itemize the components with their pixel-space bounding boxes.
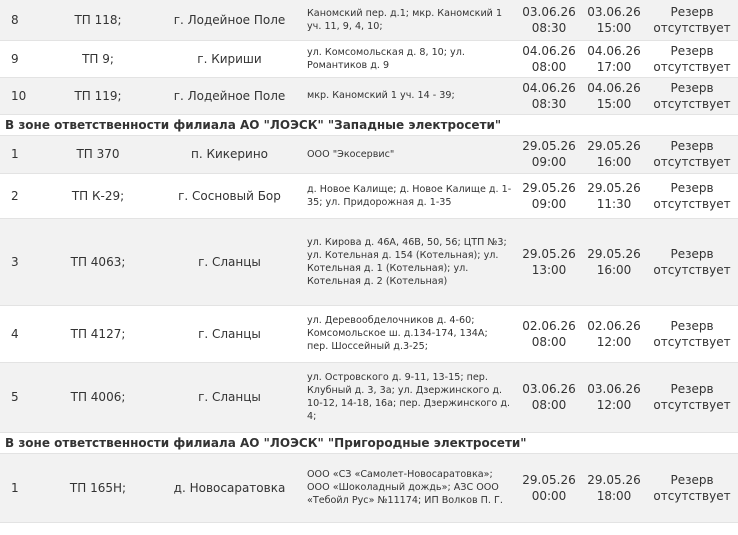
end-time: 18:00 <box>596 488 632 503</box>
row-number: 4 <box>0 305 39 362</box>
reserve-status <box>646 362 738 432</box>
start-time: 08:30 <box>531 20 567 35</box>
substation-id: ТП 4063; <box>39 218 157 305</box>
reserve-value: отсутствует <box>653 488 731 503</box>
row-number: 1 <box>0 135 39 173</box>
substation-id: ТП 4006; <box>39 362 157 432</box>
reserve-value: отсутствует <box>653 398 731 412</box>
end-date: 29.05.26 <box>587 180 641 195</box>
end-date: 29.05.26 <box>587 246 641 261</box>
locality: г. Сланцы <box>157 362 302 432</box>
start-date: 04.06.26 <box>522 80 576 95</box>
section-header <box>0 432 738 453</box>
start-datetime <box>516 0 582 40</box>
end-datetime <box>582 305 646 362</box>
start-datetime <box>516 218 582 305</box>
row-number: 2 <box>0 173 39 218</box>
addresses: ООО "Экосервис" <box>302 135 516 173</box>
reserve-value: отсутствует <box>653 196 731 211</box>
start-date: 29.05.26 <box>522 246 576 261</box>
reserve-value: отсутствует <box>653 334 731 349</box>
reserve-label: Резерв <box>670 139 714 153</box>
reserve-label: Резерв <box>670 43 714 58</box>
start-time: 08:00 <box>531 59 567 74</box>
end-date: 04.06.26 <box>587 80 641 95</box>
start-date: 29.05.26 <box>522 139 576 153</box>
start-date: 29.05.26 <box>522 180 576 195</box>
reserve-status <box>646 218 738 305</box>
reserve-status <box>646 173 738 218</box>
end-time: 15:00 <box>596 96 632 111</box>
start-datetime <box>516 77 582 114</box>
addresses: Каномский пер. д.1; мкр. Каномский 1 уч. 11, 9, 4, 10; <box>302 0 516 40</box>
locality: г. Кириши <box>157 40 302 77</box>
table-row <box>0 173 738 218</box>
start-datetime <box>516 453 582 522</box>
start-datetime <box>516 305 582 362</box>
substation-id: ТП 4127; <box>39 305 157 362</box>
row-number: 8 <box>0 0 39 40</box>
start-date: 03.06.26 <box>522 382 576 396</box>
addresses: мкр. Каномский 1 уч. 14 - 39; <box>302 77 516 114</box>
table-row <box>0 218 738 305</box>
table-row <box>0 77 738 114</box>
reserve-label: Резерв <box>670 4 714 19</box>
end-datetime <box>582 362 646 432</box>
end-time: 16:00 <box>596 155 632 169</box>
table-row <box>0 453 738 522</box>
end-datetime <box>582 218 646 305</box>
locality: г. Лодейное Поле <box>157 0 302 40</box>
start-time: 08:00 <box>531 398 567 412</box>
reserve-label: Резерв <box>670 472 714 487</box>
reserve-status <box>646 135 738 173</box>
reserve-label: Резерв <box>670 382 714 396</box>
substation-id: ТП 119; <box>39 77 157 114</box>
reserve-value: отсутствует <box>653 155 731 169</box>
table-row <box>0 40 738 77</box>
addresses: ул. Островского д. 9-11, 13-15; пер. Клубный д. 3, 3а; ул. Дзержинского д. 10-12, 14-18, 16а; пер. Дзержинского д. 4; <box>302 362 516 432</box>
table-row <box>0 135 738 173</box>
locality: п. Кикерино <box>157 135 302 173</box>
row-number: 9 <box>0 40 39 77</box>
reserve-value: отсутствует <box>653 59 731 74</box>
reserve-status <box>646 77 738 114</box>
start-date: 29.05.26 <box>522 472 576 487</box>
start-time: 09:00 <box>531 196 567 211</box>
start-datetime <box>516 135 582 173</box>
reserve-status <box>646 0 738 40</box>
end-datetime <box>582 0 646 40</box>
start-time: 13:00 <box>531 262 567 277</box>
start-datetime <box>516 40 582 77</box>
addresses: д. Новое Калище; д. Новое Калище д. 1-35; ул. Придорожная д. 1-35 <box>302 173 516 218</box>
section-header <box>0 114 738 135</box>
locality: г. Сланцы <box>157 218 302 305</box>
end-date: 29.05.26 <box>587 139 641 153</box>
start-date: 03.06.26 <box>522 4 576 19</box>
substation-id: ТП К-29; <box>39 173 157 218</box>
substation-id: ТП 118; <box>39 0 157 40</box>
start-date: 02.06.26 <box>522 318 576 333</box>
locality: г. Сосновый Бор <box>157 173 302 218</box>
end-time: 12:00 <box>596 398 632 412</box>
end-datetime <box>582 453 646 522</box>
end-datetime <box>582 77 646 114</box>
end-datetime <box>582 40 646 77</box>
table-row <box>0 0 738 40</box>
addresses: ул. Комсомольская д. 8, 10; ул. Романтиков д. 9 <box>302 40 516 77</box>
end-date: 29.05.26 <box>587 472 641 487</box>
substation-id: ТП 9; <box>39 40 157 77</box>
row-number: 1 <box>0 453 39 522</box>
reserve-value: отсутствует <box>653 262 731 277</box>
addresses: ООО «СЗ «Самолет-Новосаратовка»; ООО «Шоколадный дождь»; АЗС ООО «Тебойл Рус» №11174; ИП Волков П. Г. <box>302 453 516 522</box>
end-datetime <box>582 173 646 218</box>
reserve-label: Резерв <box>670 246 714 261</box>
start-time: 00:00 <box>531 488 567 503</box>
end-time: 15:00 <box>596 20 632 35</box>
end-time: 11:30 <box>596 196 632 211</box>
end-date: 04.06.26 <box>587 43 641 58</box>
start-datetime <box>516 173 582 218</box>
addresses: ул. Деревообделочников д. 4-60; Комсомольское ш. д.134-174, 134А; пер. Шоссейный д.3-25; <box>302 305 516 362</box>
start-time: 08:00 <box>531 334 567 349</box>
end-time: 12:00 <box>596 334 632 349</box>
substation-id: ТП 370 <box>39 135 157 173</box>
locality: д. Новосаратовка <box>157 453 302 522</box>
row-number: 3 <box>0 218 39 305</box>
table-row <box>0 362 738 432</box>
reserve-label: Резерв <box>670 318 714 333</box>
end-date: 02.06.26 <box>587 318 641 333</box>
locality: г. Лодейное Поле <box>157 77 302 114</box>
reserve-status <box>646 453 738 522</box>
start-date: 04.06.26 <box>522 43 576 58</box>
start-time: 08:30 <box>531 96 567 111</box>
reserve-status <box>646 305 738 362</box>
section-title: В зоне ответственности филиала АО "ЛОЭСК" "Пригородные электросети" <box>0 432 738 453</box>
section-title: В зоне ответственности филиала АО "ЛОЭСК" "Западные электросети" <box>0 114 738 135</box>
reserve-label: Резерв <box>670 180 714 195</box>
reserve-value: отсутствует <box>653 20 731 35</box>
start-datetime <box>516 362 582 432</box>
end-time: 16:00 <box>596 262 632 277</box>
end-time: 17:00 <box>596 59 632 74</box>
end-datetime <box>582 135 646 173</box>
reserve-value: отсутствует <box>653 96 731 111</box>
reserve-status <box>646 40 738 77</box>
start-time: 09:00 <box>531 155 567 169</box>
addresses: ул. Кирова д. 46А, 46В, 50, 56; ЦТП №3; ул. Котельная д. 154 (Котельная); ул. Котельная д. 1 (Котельная); ул. Котельная д. 2 (Котельная) <box>302 218 516 305</box>
reserve-label: Резерв <box>670 80 714 95</box>
locality: г. Сланцы <box>157 305 302 362</box>
row-number: 10 <box>0 77 39 114</box>
end-date: 03.06.26 <box>587 4 641 19</box>
substation-id: ТП 165Н; <box>39 453 157 522</box>
row-number: 5 <box>0 362 39 432</box>
table-row <box>0 305 738 362</box>
end-date: 03.06.26 <box>587 382 641 396</box>
